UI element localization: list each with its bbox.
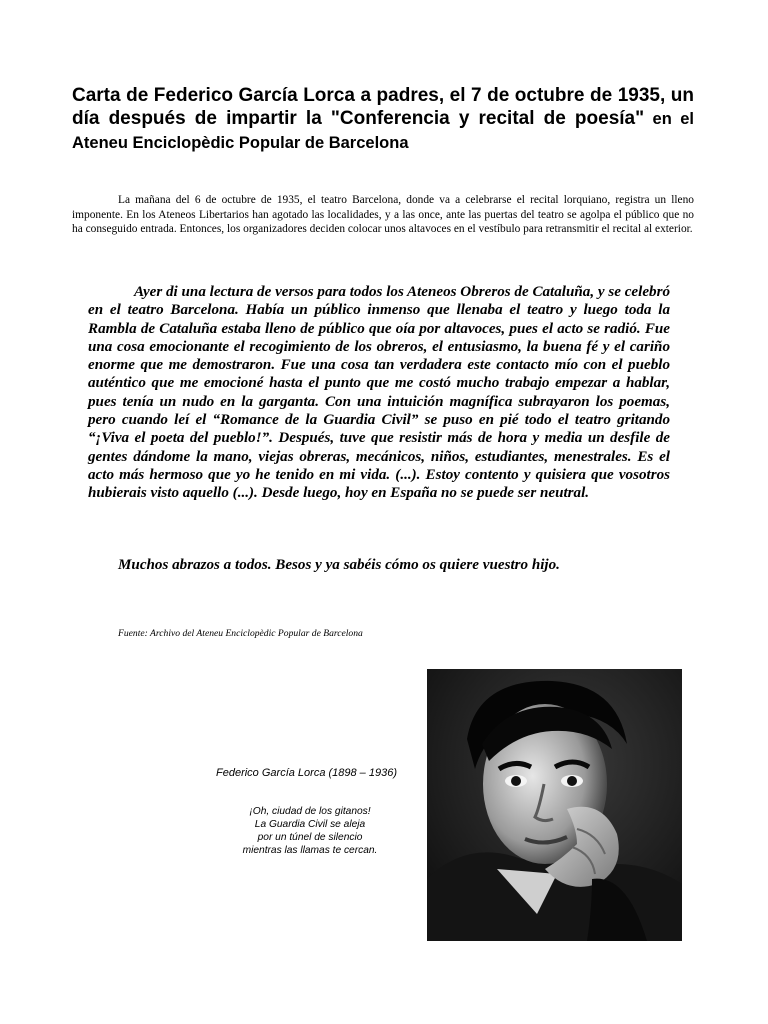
letter-closing: Muchos abrazos a todos. Besos y ya sabéis cómo os quiere vuestro hijo. — [118, 557, 560, 573]
verse-line: ¡Oh, ciudad de los gitanos! — [249, 806, 371, 817]
photo-caption: Federico García Lorca (1898 – 1936) — [216, 767, 397, 779]
title-venue: en el Ateneu Enciclopèdic Popular de Barcelona — [72, 110, 694, 152]
poem-verse — [230, 805, 390, 857]
portrait-illustration — [427, 669, 682, 941]
document-title — [72, 84, 694, 155]
verse-line: La Guardia Civil se aleja — [254, 819, 366, 830]
letter-body: Ayer di una lectura de versos para todos los Ateneos Obreros de Cataluña, y se celebró en el teatro Barcelona. Había un público inmenso que llenaba el teatro y luego toda la Rambla de Cataluña estaba lleno de público que oía por altavoces, pues el acto se radió. Fue una cosa emocionante el recogimiento de los obreros, el entusiasmo, la buena fé y el cariño enorme que me demostraron. Fue una cosa tan verdadera este contacto mío con el pueblo auténtico que me emocioné hasta el punto que me costó mucho trabajo empezar a hablar, pues tenía un nudo en la garganta. Con una intuición magnífica subrayaron los poemas, pero cuando leí el “Romance de la Guardia Civil” se puso en pié todo el teatro gritando “¡Viva el poeta del pueblo!”. Después, tuve que resistir más de hora y media un desfile de gentes dándome la mano, viejas obreras, mecánicos, niños, estudiantes, menestrales. Es el acto más hermoso que yo he tenido en mi vida. (...). Estoy contento y quisiera que vosotros hubierais visto aquello (...). Desde luego, hoy en España no se puede ser neutral. — [88, 284, 670, 502]
verse-line: por un túnel de silencio — [257, 832, 363, 843]
intro-paragraph: La mañana del 6 de octubre de 1935, el teatro Barcelona, donde va a celebrarse el recital lorquiano, registra un lleno imponente. En los Ateneos Libertarios han agotado las localidades, y a las once, ante las puertas del teatro se agolpa el público que no ha conseguido entrada. Entonces, los organizadores deciden colocar unos altavoces en el vestíbulo para retransmitir el recital al exterior. — [72, 194, 694, 236]
source-note: Fuente: Archivo del Ateneu Enciclopèdic Popular de Barcelona — [118, 628, 363, 639]
verse-line: mientras las llamas te cercan. — [242, 845, 378, 856]
portrait-photo — [427, 669, 682, 941]
title-main: Carta de Federico García Lorca a padres, el 7 de octubre de 1935, un día después de impartir la "Conferencia y recital de poesía" — [72, 85, 694, 129]
